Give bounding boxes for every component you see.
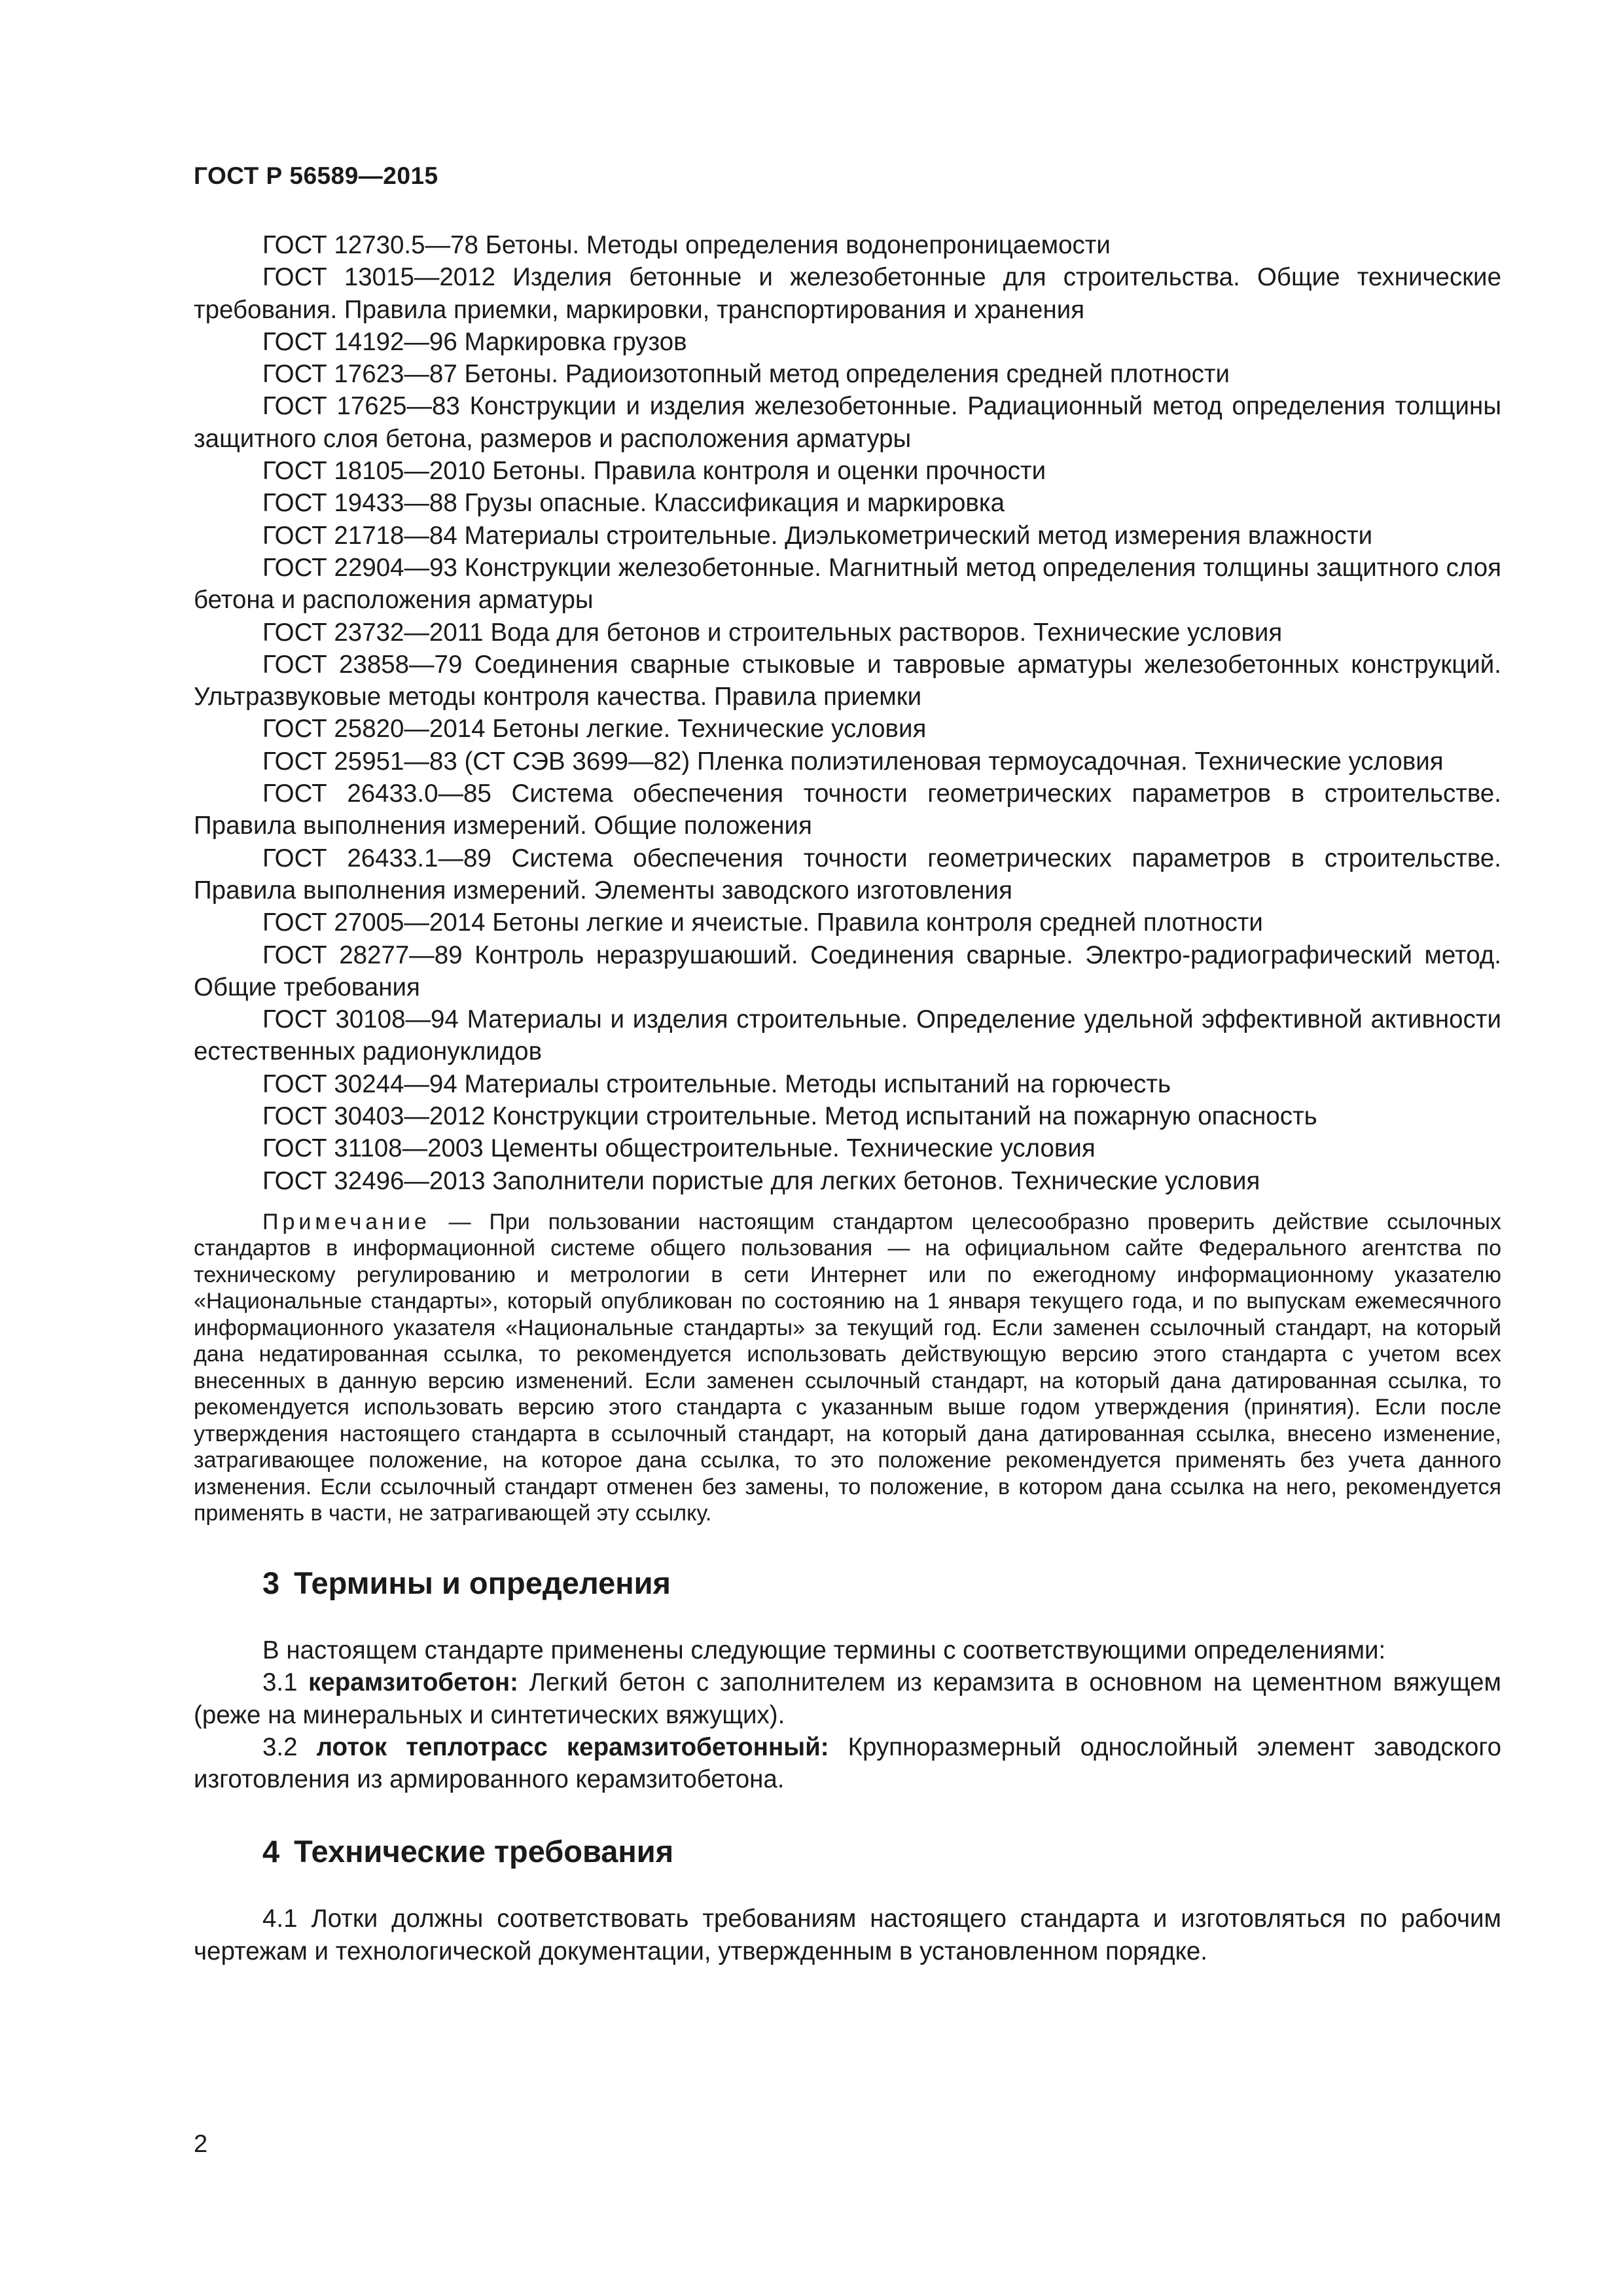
reference-code: ГОСТ 30108—94 bbox=[262, 1005, 459, 1034]
reference-title: Бетоны легкие. Технические условия bbox=[492, 715, 927, 744]
term-number: 3.2 bbox=[262, 1732, 298, 1761]
reference-code: ГОСТ 12730.5—78 bbox=[262, 231, 478, 259]
reference-title: Бетоны. Радиоизотопный метод определения средней плотности bbox=[464, 360, 1230, 389]
page-number: 2 bbox=[194, 2130, 208, 2158]
section-3-number: 3 bbox=[262, 1565, 280, 1600]
reference-item bbox=[194, 906, 1501, 939]
reference-code: ГОСТ 26433.1—89 bbox=[262, 844, 491, 872]
reference-item bbox=[194, 552, 1501, 617]
term-definition bbox=[194, 1731, 1501, 1796]
reference-title: Бетоны легкие и ячеистые. Правила контроля средней плотности bbox=[492, 908, 1263, 937]
term-text: Легкий бетон с заполнителем из керамзита в основном на цементном вяжущем (реже на минеральных и синтетических вяжущих). bbox=[194, 1668, 1502, 1729]
reference-code: ГОСТ 17623—87 bbox=[262, 360, 457, 389]
reference-code: ГОСТ 25820—2014 bbox=[262, 715, 486, 744]
reference-title: Соединения сварные стыковые и тавровые арматуры железобетонных конструкций. Ультразвуковые методы контроля качества. Правила приемки bbox=[194, 650, 1502, 711]
section-3-intro: В настоящем стандарте применены следующие термины с соответствующими определениями: bbox=[262, 1636, 1386, 1664]
reference-item bbox=[194, 1132, 1501, 1164]
reference-code: ГОСТ 13015—2012 bbox=[262, 263, 496, 292]
section-4-heading bbox=[194, 1833, 1501, 1870]
document-header: ГОСТ Р 56589—2015 bbox=[194, 162, 438, 189]
term-text: Крупноразмерный однослойный элемент заводского изготовления из армированного керамзитобетона. bbox=[194, 1732, 1501, 1794]
reference-code: ГОСТ 27005—2014 bbox=[262, 908, 486, 937]
reference-item bbox=[194, 1165, 1501, 1197]
reference-title: Цементы общестроительные. Технические условия bbox=[490, 1134, 1096, 1163]
reference-code: ГОСТ 21718—84 bbox=[262, 521, 457, 550]
reference-code: ГОСТ 22904—93 bbox=[262, 553, 457, 582]
reference-title: Материалы строительные. Диэлькометрический метод измерения влажности bbox=[464, 521, 1373, 550]
section-3-heading bbox=[194, 1565, 1501, 1602]
reference-title: Грузы опасные. Классификация и маркировка bbox=[464, 489, 1005, 518]
reference-title: Система обеспечения точности геометрических параметров в строительстве. Правила выполнения измерений. Элементы заводского изготовления bbox=[194, 844, 1501, 905]
reference-code: ГОСТ 14192—96 bbox=[262, 327, 457, 356]
section-4-title: Технические требования bbox=[294, 1834, 674, 1869]
reference-code: ГОСТ 31108—2003 bbox=[262, 1134, 484, 1163]
term-definition bbox=[194, 1666, 1501, 1731]
reference-title: Контроль неразрушаюший. Соединения сварные. Электро-радиографический метод. Общие требования bbox=[194, 941, 1501, 1001]
reference-item bbox=[194, 1100, 1501, 1132]
section-4-number: 4 bbox=[262, 1834, 280, 1869]
clause-paragraph bbox=[194, 1903, 1501, 1967]
reference-title: Материалы и изделия строительные. Определение удельной эффективной активности естественных радионуклидов bbox=[194, 1005, 1501, 1066]
reference-code: ГОСТ 32496—2013 bbox=[262, 1166, 486, 1195]
reference-item bbox=[194, 649, 1501, 713]
reference-title: Материалы строительные. Методы испытаний на горючесть bbox=[464, 1069, 1171, 1098]
reference-item bbox=[194, 261, 1501, 326]
reference-code: ГОСТ 18105—2010 bbox=[262, 457, 486, 486]
reference-item bbox=[194, 939, 1501, 1004]
reference-title: Конструкции и изделия железобетонные. Радиационный метод определения толщины защитного слоя бетона, размеров и расположения арматуры bbox=[194, 392, 1501, 453]
reference-title: Заполнители пористые для легких бетонов. Технические условия bbox=[492, 1166, 1260, 1195]
reference-title: Конструкции строительные. Метод испытаний на пожарную опасность bbox=[492, 1102, 1317, 1131]
reference-title: Изделия бетонные и железобетонные для строительства. Общие технические требования. Правила приемки, маркировки, транспортирования и хранения bbox=[194, 263, 1501, 324]
reference-item bbox=[194, 520, 1501, 552]
note-paragraph bbox=[194, 1209, 1501, 1527]
reference-item bbox=[194, 455, 1501, 487]
reference-code: ГОСТ 23858—79 bbox=[262, 650, 463, 679]
term-number: 3.1 bbox=[262, 1668, 298, 1697]
reference-item bbox=[194, 617, 1501, 649]
reference-item bbox=[194, 326, 1501, 358]
reference-code: ГОСТ 19433—88 bbox=[262, 489, 457, 518]
section-3-title: Термины и определения bbox=[294, 1565, 671, 1600]
clause-text: Лотки должны соответствовать требованиям настоящего стандарта и изготовляться по рабочим чертежам и технологической документации, утвержденным в установленном порядке. bbox=[194, 1905, 1501, 1965]
reference-title: Бетоны. Правила контроля и оценки прочности bbox=[492, 457, 1046, 486]
reference-title: Конструкции железобетонные. Магнитный метод определения толщины защитного слоя бетона и расположения арматуры bbox=[194, 553, 1501, 615]
reference-item bbox=[194, 1003, 1501, 1068]
note-label: Примечание bbox=[262, 1209, 431, 1234]
reference-code: ГОСТ 28277—89 bbox=[262, 941, 463, 969]
reference-title: Пленка полиэтиленовая термоусадочная. Технические условия bbox=[696, 747, 1444, 776]
reference-code: ГОСТ 25951—83 (СТ СЭВ 3699—82) bbox=[262, 747, 690, 776]
references-list bbox=[194, 229, 1501, 1197]
reference-title: Система обеспечения точности геометрических параметров в строительстве. Правила выполнения измерений. Общие положения bbox=[194, 780, 1501, 840]
reference-item bbox=[194, 487, 1501, 519]
reference-item bbox=[194, 778, 1501, 842]
clause-number: 4.1 bbox=[262, 1905, 298, 1933]
reference-item bbox=[194, 358, 1501, 390]
note-text: — При пользовании настоящим стандартом целесообразно проверить действие ссылочных стандартов в информационной системе общего пользования — на официальном сайте Федерального агентства по техническому регулированию и метрологии в сети Интернет или по ежегодному информационному указателю «Национальные стандарты», который опубликован по состоянию на 1 января текущего года, и по выпускам ежемесячного информационного указателя «Национальные стандарты» за текущий год. Если заменен ссылочный стандарт, на который дана недатированная ссылка, то рекомендуется использовать действующую версию этого стандарта с учетом всех внесенных в данную версию изменений. Если заменен ссылочный стандарт, на который дана датированная ссылка, то рекомендуется использовать версию этого стандарта с указанным выше годом утверждения (принятия). Если после утверждения настоящего стандарта в ссылочный стандарт, на который дана датированная ссылка, внесено изменение, затрагивающее положение, на которое дана ссылка, то это положение рекомендуется применять без учета данного изменения. Если ссылочный стандарт отменен без замены, то положение, в котором дана ссылка на него, рекомендуется применять в части, не затрагивающей эту ссылку. bbox=[194, 1209, 1501, 1526]
reference-code: ГОСТ 17625—83 bbox=[262, 392, 460, 421]
reference-code: ГОСТ 30244—94 bbox=[262, 1069, 457, 1098]
reference-item bbox=[194, 713, 1501, 745]
reference-item bbox=[194, 745, 1501, 778]
term-name: керамзитобетон: bbox=[308, 1668, 518, 1697]
reference-title: Маркировка грузов bbox=[464, 327, 687, 356]
reference-item bbox=[194, 229, 1501, 261]
reference-title: Вода для бетонов и строительных растворов. Технические условия bbox=[490, 618, 1283, 647]
reference-item bbox=[194, 390, 1501, 455]
term-name: лоток теплотрасс керамзитобетонный: bbox=[316, 1732, 829, 1761]
reference-item bbox=[194, 1068, 1501, 1100]
reference-item bbox=[194, 842, 1501, 907]
document-body bbox=[194, 229, 1501, 1967]
reference-code: ГОСТ 23732—2011 bbox=[262, 618, 484, 647]
reference-title: Бетоны. Методы определения водонепроницаемости bbox=[485, 231, 1111, 259]
reference-code: ГОСТ 26433.0—85 bbox=[262, 780, 491, 808]
reference-code: ГОСТ 30403—2012 bbox=[262, 1102, 486, 1131]
